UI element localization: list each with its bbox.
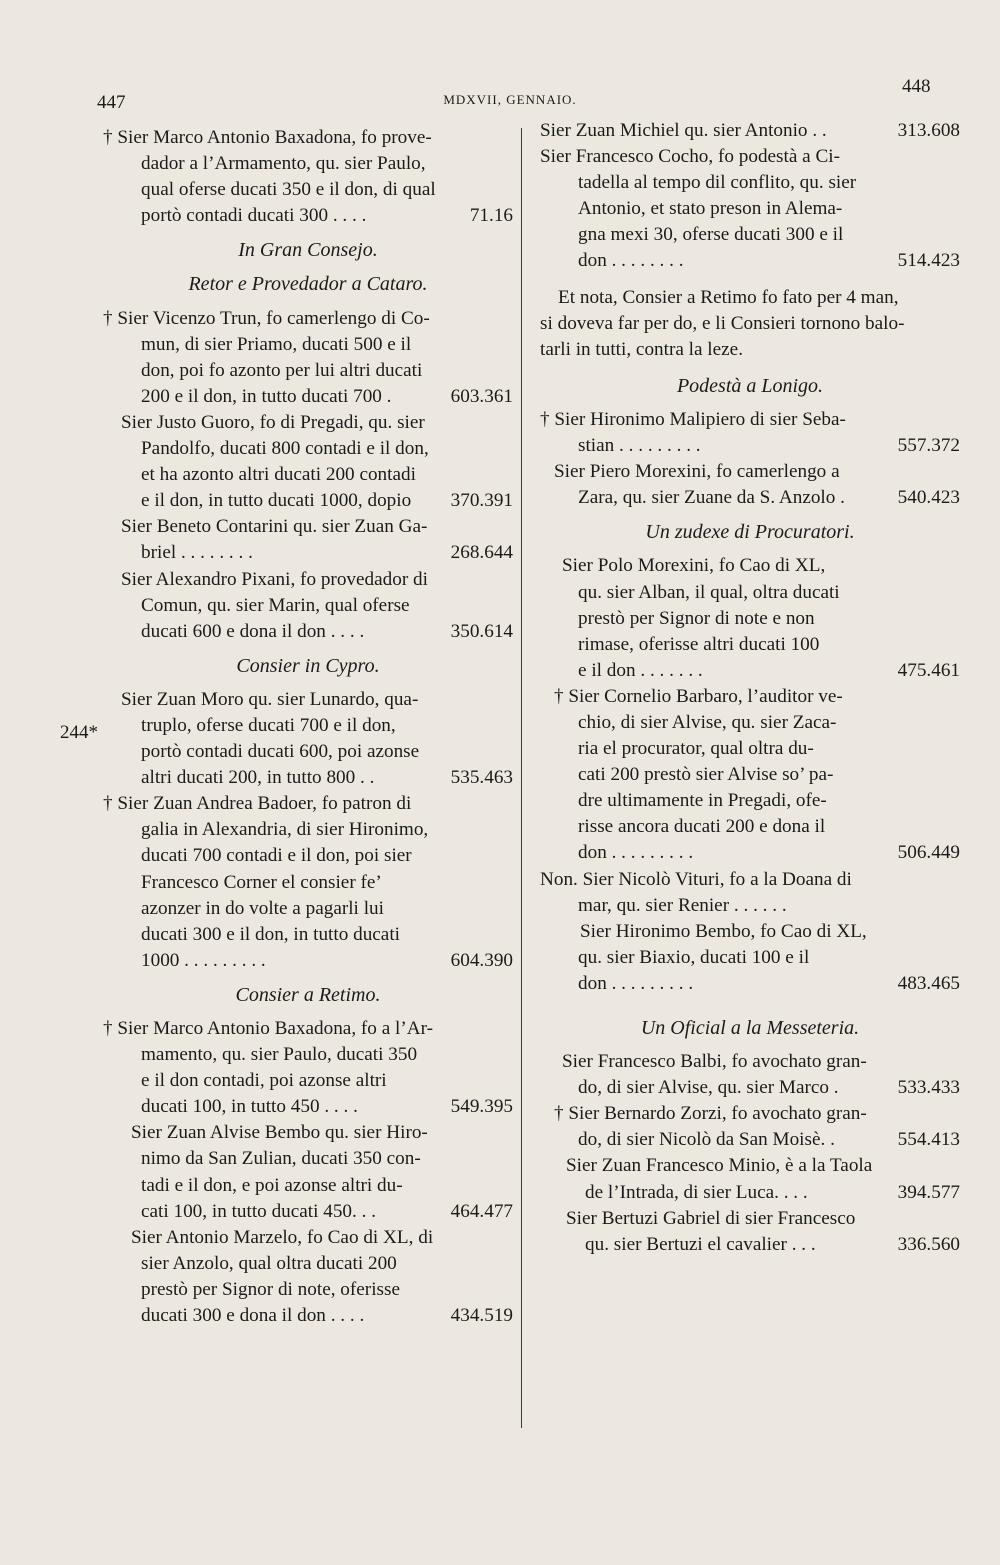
entry-line: prestò per Signor di note e non [578, 607, 815, 629]
entry [540, 867, 960, 919]
vote-count: 434.519 [450, 1305, 513, 1327]
note-line: Et nota, Consier a Retimo fo fato per 4 man, [558, 286, 899, 308]
left-page-number: 447 [97, 92, 126, 113]
entry [540, 1101, 960, 1153]
entry-line: don . . . . . . . . . [578, 972, 694, 994]
entry-line: sier Anzolo, qual oltra ducati 200 [141, 1252, 397, 1274]
note-line: si doveva far per do, e li Consieri tornono balo- [540, 312, 905, 334]
entry-line: gna mexi 30, oferse ducati 300 e il [578, 224, 844, 246]
entry-line: Sier Zuan Francesco Minio, è a la Taola [566, 1155, 873, 1177]
vote-count: 313.608 [897, 120, 960, 141]
entry-line: cati 100, in tutto ducati 450. . . [141, 1200, 377, 1222]
section-heading: Podestà a Lonigo. [676, 374, 824, 397]
entry [540, 1153, 960, 1205]
entry-line: tadella al tempo dil conflito, qu. sier [578, 172, 857, 194]
entry-line: Antonio, et stato preson in Alema- [578, 198, 843, 220]
entry-line: Sier Francesco Balbi, fo avochato gran- [562, 1051, 867, 1073]
vote-count: 514.423 [897, 250, 960, 272]
entry-line: portò contadi ducati 600, poi azonse [141, 741, 420, 763]
entry-line: risse ancora ducati 200 e dona il [578, 816, 826, 838]
entry [103, 125, 513, 229]
vote-count: 370.391 [450, 490, 513, 512]
entry [103, 791, 513, 974]
entry-line: ducati 300 e dona il don . . . . [141, 1305, 365, 1327]
entry-line: † Sier Hironimo Malipiero di sier Seba- [540, 408, 846, 430]
entry-line: Sier Bertuzi Gabriel di sier Francesco [566, 1207, 856, 1229]
section-heading: Un Oficial a la Messeteria. [640, 1017, 860, 1039]
entry-line: don . . . . . . . . . [578, 842, 694, 864]
entry-line: mar, qu. sier Renier . . . . . . [578, 894, 787, 916]
vote-count: 603.361 [450, 385, 513, 407]
entry-line: ducati 700 contadi e il don, poi sier [141, 845, 412, 867]
entry-line: Sier Polo Morexini, fo Cao di XL, [562, 555, 826, 577]
entry-line: Sier Antonio Marzelo, fo Cao di XL, di [131, 1226, 434, 1248]
entry-line: Sier Hironimo Bembo, fo Cao di XL, [580, 920, 867, 942]
entry-line: altri ducati 200, in tutto 800 . . [141, 767, 375, 789]
entry-line: tadi e il don, e poi azonse altri du- [141, 1174, 403, 1196]
entry-line: ducati 300 e il don, in tutto ducati [141, 923, 400, 945]
entry-line: † Sier Bernardo Zorzi, fo avochato gran- [554, 1103, 867, 1125]
entry-line: don . . . . . . . . [578, 250, 684, 272]
section-heading: In Gran Consejo. [238, 239, 378, 262]
entry [103, 1120, 513, 1224]
entry [103, 410, 513, 514]
entry-line: don, poi fo azonto per lui altri ducati [141, 359, 423, 381]
entry-line: qu. sier Bertuzi el cavalier . . . [585, 1233, 816, 1255]
entry-line: portò contadi ducati 300 . . . . [141, 205, 367, 227]
entry-line: Pandolfo, ducati 800 contadi e il don, [141, 438, 429, 460]
entry-line: Zara, qu. sier Zuane da S. Anzolo . [578, 487, 845, 509]
entry-line: ria el procurator, qual oltra du- [578, 738, 814, 760]
vote-count: 549.395 [450, 1096, 513, 1118]
entry-line: et ha azonto altri ducati 200 contadi [141, 464, 416, 486]
entry-line: ducati 600 e dona il don . . . . [141, 620, 365, 642]
entry-line: truplo, oferse ducati 700 e il don, [141, 714, 396, 736]
entry [103, 514, 513, 566]
entry-line: briel . . . . . . . . [141, 542, 253, 564]
vote-count: 336.560 [897, 1233, 960, 1255]
entry [540, 459, 960, 511]
entry-line: rimase, oferisse altri ducati 100 [578, 633, 820, 655]
entry-line: † Sier Vicenzo Trun, fo camerlengo di Co- [103, 307, 430, 329]
entry [540, 1049, 960, 1101]
vote-count: 604.390 [450, 949, 513, 971]
vote-count: 535.463 [450, 767, 513, 789]
entry-line: Francesco Corner el consier fe’ [141, 871, 382, 893]
vote-count: 483.465 [897, 972, 960, 994]
entry-line: azonzer in do volte a pagarli lui [141, 897, 384, 919]
entry [540, 919, 960, 997]
entry-line: de l’Intrada, di sier Luca. . . . [585, 1181, 808, 1203]
section-heading: Consier in Cypro. [236, 654, 380, 677]
vote-count: 475.461 [897, 659, 960, 681]
note-paragraph [540, 285, 960, 363]
entry [103, 306, 513, 410]
section-heading: Un zudexe di Procuratori. [645, 521, 855, 544]
entry-line: mamento, qu. sier Paulo, ducati 350 [141, 1044, 418, 1066]
entry-line: Sier Zuan Alvise Bembo qu. sier Hiro- [131, 1122, 428, 1144]
entry [540, 1206, 960, 1258]
entry-line: stian . . . . . . . . . [578, 435, 701, 457]
entry [103, 567, 513, 645]
entry-line: † Sier Marco Antonio Baxadona, fo a l’Ar- [103, 1018, 433, 1039]
vote-count: 394.577 [897, 1181, 960, 1203]
section-heading: Retor e Provedador a Cataro. [188, 273, 428, 296]
entry-line: ducati 100, in tutto 450 . . . . [141, 1096, 358, 1118]
entry-line: prestò per Signor di note, oferisse [141, 1278, 400, 1300]
entry [540, 407, 960, 459]
column-divider [521, 128, 522, 1428]
vote-count: 464.477 [450, 1200, 513, 1222]
entry-line: Sier Zuan Moro qu. sier Lunardo, qua- [121, 688, 419, 710]
entry-line: qu. sier Biaxio, ducati 100 e il [578, 946, 810, 968]
entry-line: qual oferse ducati 350 e il don, di qual [141, 179, 436, 201]
margin-note: 244* [60, 722, 98, 743]
running-header: MDXVII, GENNAIO. [443, 92, 577, 107]
entry-line: do, di sier Alvise, qu. sier Marco . [578, 1077, 839, 1099]
entry-line: † Sier Cornelio Barbaro, l’auditor ve- [554, 685, 843, 707]
entry [103, 1016, 513, 1120]
entry-line: Sier Beneto Contarini qu. sier Zuan Ga- [121, 516, 428, 538]
entry-line: e il don contadi, poi azonse altri [141, 1070, 387, 1092]
entry-line: dre ultimamente in Pregadi, ofe- [578, 790, 827, 812]
vote-count: 350.614 [450, 620, 513, 642]
entry [103, 1225, 513, 1329]
entry-line: Sier Alexandro Pixani, fo provedador di [121, 568, 428, 590]
entry-line: do, di sier Nicolò da San Moisè. . [578, 1129, 835, 1151]
right-column [540, 118, 960, 1258]
entry-line: Sier Justo Guoro, fo di Pregadi, qu. sier [121, 411, 425, 433]
vote-count: 268.644 [450, 542, 513, 564]
vote-count: 533.433 [897, 1077, 960, 1099]
entry-line: chio, di sier Alvise, qu. sier Zaca- [578, 711, 837, 733]
vote-count: 557.372 [897, 435, 960, 457]
entry-line: e il don, in tutto ducati 1000, dopio [141, 490, 412, 512]
vote-count: 540.423 [897, 487, 960, 509]
entry-line: dador a l’Armamento, qu. sier Paulo, [141, 153, 426, 175]
entry-line: cati 200 prestò sier Alvise so’ pa- [578, 764, 834, 786]
entry-line: Comun, qu. sier Marin, qual oferse [141, 594, 410, 616]
note-line: tarli in tutti, contra la leze. [540, 338, 743, 360]
entry-line: qu. sier Alban, il qual, oltra ducati [578, 581, 840, 603]
entry-line: Non. Sier Nicolò Vituri, fo a la Doana di [540, 868, 852, 890]
left-column [103, 125, 513, 1329]
entry-line: † Sier Marco Antonio Baxadona, fo prove- [103, 127, 432, 148]
entry-line: Sier Francesco Cocho, fo podestà a Ci- [540, 146, 840, 168]
entry-line: galia in Alexandria, di sier Hironimo, [141, 819, 429, 841]
vote-count: 71.16 [469, 205, 513, 227]
entry-line: 1000 . . . . . . . . . [141, 949, 266, 971]
entry-line: 200 e il don, in tutto ducati 700 . [141, 385, 392, 407]
right-page-number: 448 [902, 76, 931, 97]
entry-line: mun, di sier Priamo, ducati 500 e il [141, 333, 412, 355]
entry-line: nimo da San Zulian, ducati 350 con- [141, 1148, 421, 1170]
entry [540, 684, 960, 867]
entry [103, 687, 513, 791]
entry-line: Sier Piero Morexini, fo camerlengo a [554, 461, 840, 483]
entry-line: † Sier Zuan Andrea Badoer, fo patron di [103, 793, 412, 815]
entry [540, 553, 960, 683]
vote-count: 554.413 [897, 1129, 960, 1151]
section-heading: Consier a Retimo. [235, 983, 381, 1006]
entry [540, 118, 960, 144]
entry [540, 144, 960, 274]
entry-line: e il don . . . . . . . [578, 659, 703, 681]
vote-count: 506.449 [897, 842, 960, 864]
entry-line: Sier Zuan Michiel qu. sier Antonio . . [540, 120, 827, 141]
